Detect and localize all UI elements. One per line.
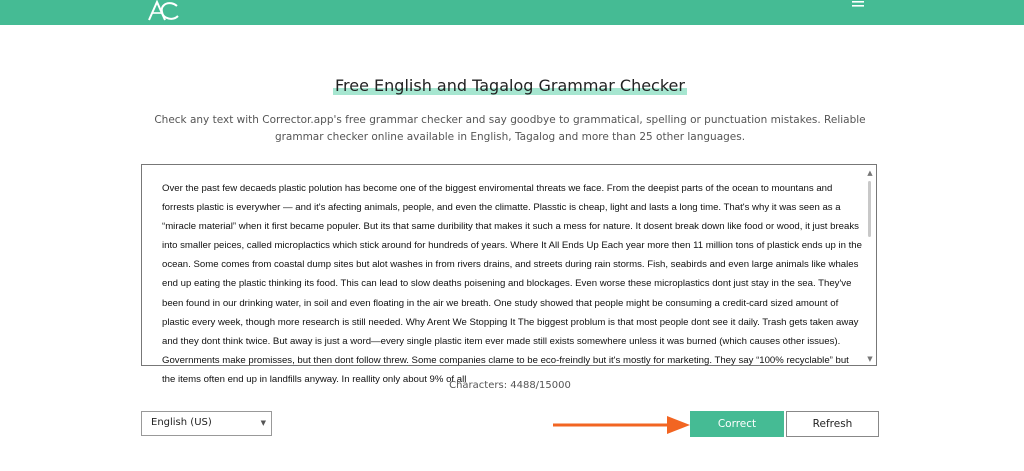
orange-arrow-icon bbox=[553, 414, 693, 436]
chevron-down-icon: ▼ bbox=[260, 419, 266, 427]
page-subtitle: Check any text with Corrector.app's free grammar checker and say goodbye to grammatical, spelling or punctuation mistakes. Reliable grammar checker online available in English, Tagalog and more than 25 other languages. bbox=[154, 114, 866, 143]
page-title bbox=[0, 76, 1020, 95]
scroll-down-icon[interactable]: ▼ bbox=[867, 355, 873, 363]
page-title-text: Free English and Tagalog Grammar Checker bbox=[335, 76, 685, 95]
scroll-up-icon[interactable]: ▲ bbox=[867, 169, 873, 177]
language-select[interactable] bbox=[141, 411, 272, 436]
refresh-button[interactable]: Refresh bbox=[786, 411, 879, 437]
text-editor[interactable] bbox=[141, 164, 877, 385]
correct-button[interactable]: Correct bbox=[690, 411, 784, 437]
editor-scrollbar[interactable] bbox=[866, 169, 874, 363]
corrector-logo-icon[interactable] bbox=[146, 0, 182, 22]
hamburger-icon[interactable] bbox=[851, 1, 865, 9]
editor-text[interactable]: Over the past few decaeds plastic polution has become one of the biggest enviromental threats we face. From the deepist parts of the ocean to mountans and forrests plastic is everywher — and it's afecting animals, people, and even the climatte. Plasstic is cheap, light and lasts a long time. That's why it was seen as a “miracle material” when it first became populer. But its that same duribility that makes it such a mess for nature. It dosent break down like food or wood, it just breaks into smaller peices, called microplactics which stick around for hundreds of years. Where It All Ends Up Each year more then 11 million tons of plastick ends up in the ocean. Some comes from coastal dump sites but alot washes in from rivers drains, and streets during rain storms. Fish, seabirds and even large animals like whales end up eating the plastic thinking its food. This can lead to slow deaths poisening and blockages. Even worse these microplastics dont just stay in the sea. They've been found in our drinking water, in soil and even floating in the air we breath. One study showed that people might be consuming a credit-card sized amount of plastic every week, though more research is still needed. Why Arent We Stopping It The biggest problum is that most people dont see it daily. Trash gets taken away and they dont think twice. But away is just a word—every single plastic item ever made still exists somewhere unless it was burned (which causes other issues). Governments make promisses, but then dont follow threw. Some companies clame to be eco-freindly but it's mostly for marketing. They say “100% recyclable” but the items often end up in landfills anyway. In reallity only about 9% of all bbox=[162, 183, 862, 385]
language-select-value: English (US) bbox=[151, 417, 212, 428]
scroll-thumb[interactable] bbox=[868, 181, 871, 237]
character-count: Characters: 4488/15000 bbox=[449, 380, 571, 391]
top-navigation-bar bbox=[0, 0, 1024, 25]
